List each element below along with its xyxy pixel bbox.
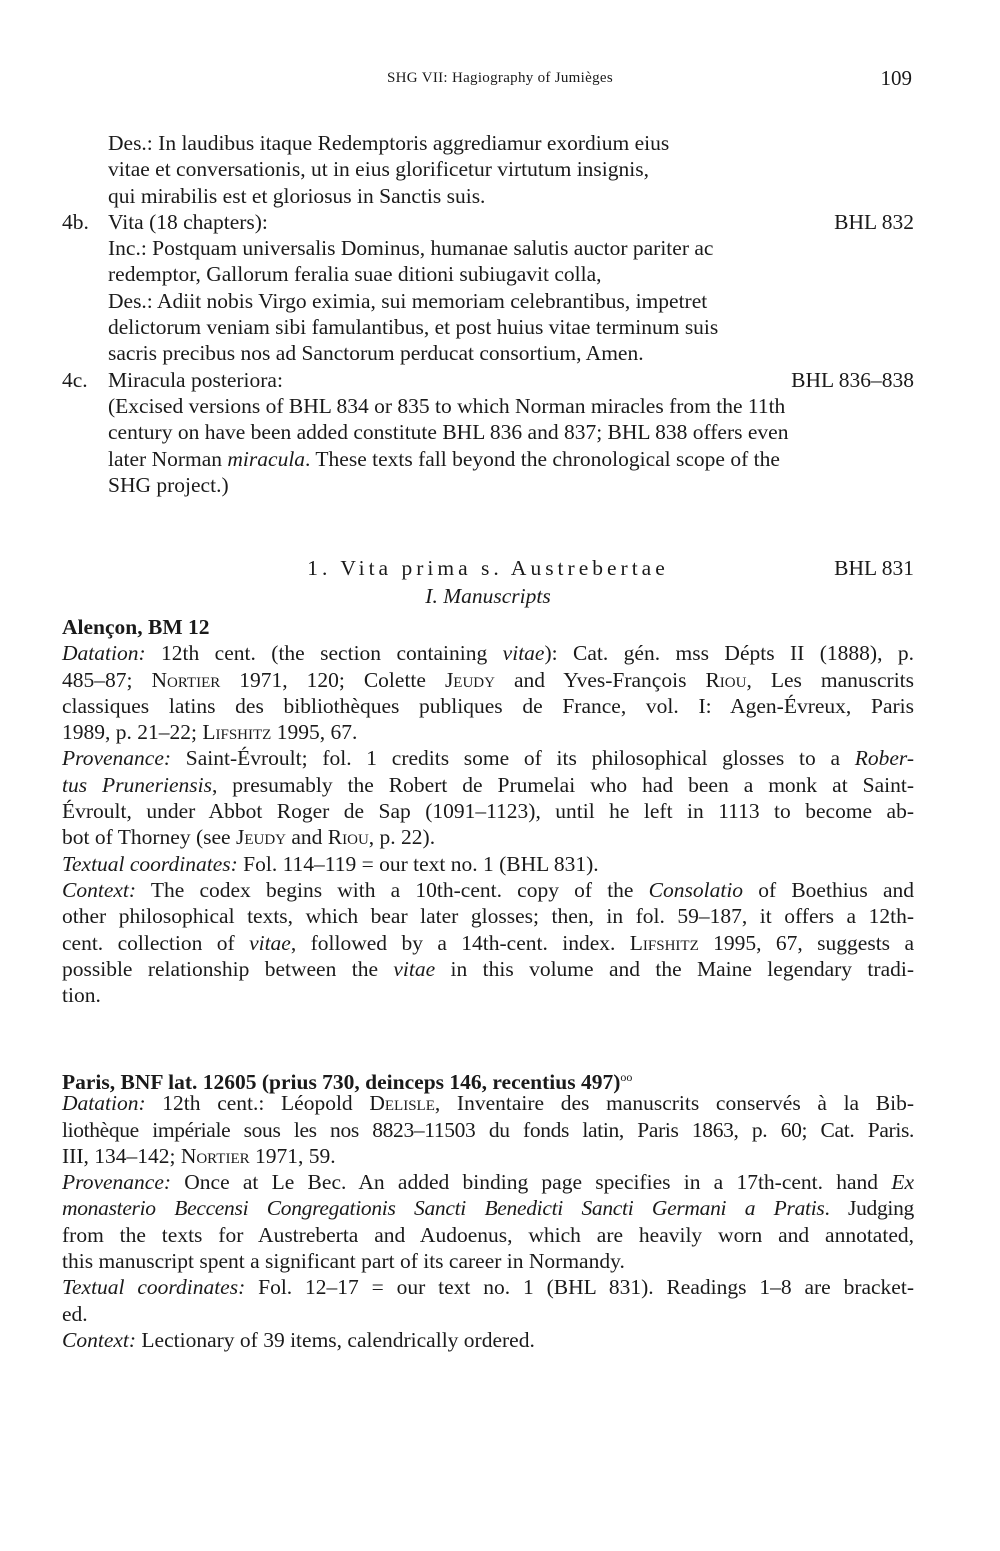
item-number: 4b. xyxy=(62,209,89,234)
provenance-line: Provenance: Saint-Évroult; fol. 1 credits some of its philosophical glosses to a Rober- xyxy=(62,746,914,771)
item-4b-line: sacris precibus nos ad Sanctorum perducat consortium, Amen. xyxy=(108,341,644,366)
manuscript-paris xyxy=(62,1064,914,1353)
textual-coordinates-line: Textual coordinates: Fol. 114–119 = our text no. 1 (BHL 831). xyxy=(62,851,599,876)
item-title: Miracula posteriora: xyxy=(108,367,283,392)
section-heading xyxy=(62,556,914,582)
des-line: qui mirabilis est et gloriosus in Sanctis suis. xyxy=(108,183,486,208)
datation-line: 1989, p. 21–22; Lifshitz 1995, 67. xyxy=(62,720,358,745)
provenance-line: bot of Thorney (see Jeudy and Riou, p. 22). xyxy=(62,825,436,850)
bhl-reference: BHL 836–838 xyxy=(791,367,914,392)
provenance-line: Provenance: Once at Le Bec. An added binding page specifies in a 17th-cent. hand Ex xyxy=(62,1170,914,1195)
datation-line: Datation: 12th cent. (the section containing vitae): Cat. gén. mss Dépts II (1888), p. xyxy=(62,641,914,666)
datation-line: classiques latins des bibliothèques publiques de France, vol. I: Agen-Évreux, Paris xyxy=(62,693,914,718)
running-title: SHG VII: Hagiography of Jumièges xyxy=(387,70,613,86)
section-title: 1. Vita prima s. Austrebertae xyxy=(307,556,669,580)
datation-line: liothèque impériale sous les nos 8823–11503 du fonds latin, Paris 1863, p. 60; Cat. Paris. xyxy=(62,1117,914,1142)
item-4c-heading xyxy=(62,367,914,393)
provenance-line: from the texts for Austreberta and Audoenus, which are heavily worn and annotated, xyxy=(62,1222,914,1247)
item-4b-line: Des.: Adiit nobis Virgo eximia, sui memoriam celebrantibus, impetret xyxy=(108,288,708,313)
textual-coordinates-line: ed. xyxy=(62,1301,88,1326)
heading-mark: oo xyxy=(620,1070,633,1084)
context-line: tion. xyxy=(62,983,101,1008)
item-4b-heading xyxy=(62,209,914,235)
entries-top xyxy=(62,130,914,498)
item-number: 4c. xyxy=(62,367,88,392)
item-4c-line: century on have been added constitute BHL 836 and 837; BHL 838 offers even xyxy=(108,420,789,445)
manuscript-heading: Alençon, BM 12 xyxy=(62,615,210,639)
section-subtitle: I. Manuscripts xyxy=(425,584,551,608)
manuscript-alencon xyxy=(62,614,914,1008)
context-line: Context: The codex begins with a 10th-cent. copy of the Consolatio of Boethius and xyxy=(62,877,915,902)
textual-coordinates-line: Textual coordinates: Fol. 12–17 = our text no. 1 (BHL 831). Readings 1–8 are bracket- xyxy=(62,1275,914,1300)
des-line: vitae et conversationis, ut in eius glorificetur virtutum insignis, xyxy=(108,157,649,182)
context-line: cent. collection of vitae, followed by a 14th-cent. index. Lifshitz 1995, 67, suggests a xyxy=(62,930,914,955)
item-4c-line: (Excised versions of BHL 834 or 835 to which Norman miracles from the 11th xyxy=(108,393,786,418)
page-number: 109 xyxy=(880,66,912,90)
provenance-line: tus Pruneriensis, presumably the Robert de Prumelai who had been a monk at Saint- xyxy=(62,772,914,797)
section-bhl: BHL 831 xyxy=(834,556,914,580)
provenance-line: this manuscript spent a significant part of its career in Normandy. xyxy=(62,1249,625,1274)
context-line: other philosophical texts, which bear later glosses; then, in fol. 59–187, it offers a 12th- xyxy=(62,904,914,929)
item-4b-line: redemptor, Gallorum feralia suae ditioni subiugavit colla, xyxy=(108,262,602,287)
datation-line: 485–87; Nortier 1971, 120; Colette Jeudy and Yves-François Riou, Les manuscrits xyxy=(62,667,915,692)
item-4c-line: later Norman miracula. These texts fall beyond the chronological scope of the xyxy=(108,446,780,471)
provenance-line: monasterio Beccensi Congregationis Sancti Benedicti Sancti Germani a Pratis. Judging xyxy=(62,1196,915,1221)
item-title: Vita (18 chapters): xyxy=(108,209,268,234)
item-4b-line: Inc.: Postquam universalis Dominus, humanae salutis auctor pariter ac xyxy=(108,236,714,261)
manuscript-heading: Paris, BNF lat. 12605 (prius 730, deinceps 146, recentius 497)$^{oo}$ xyxy=(62,1070,633,1095)
context-line: Context: Lectionary of 39 items, calendrically ordered. xyxy=(62,1327,535,1352)
des-line: Des.: In laudibus itaque Redemptoris aggrediamur exordium eius xyxy=(108,131,670,155)
item-4c-line: SHG project.) xyxy=(108,472,229,497)
datation-line: III, 134–142; Nortier 1971, 59. xyxy=(62,1143,336,1168)
context-line: possible relationship between the vitae in this volume and the Maine legendary tradi- xyxy=(62,956,914,981)
item-4b-line: delictorum veniam sibi famulantibus, et post huius vitae terminum suis xyxy=(108,315,719,340)
bhl-reference: BHL 832 xyxy=(834,209,914,234)
provenance-line: Évroult, under Abbot Roger de Sap (1091–1123), until he left in 1113 to become ab- xyxy=(62,799,914,824)
datation-line: Datation: 12th cent.: Léopold Delisle, Inventaire des manuscrits conservés à la Bib- xyxy=(62,1091,914,1116)
